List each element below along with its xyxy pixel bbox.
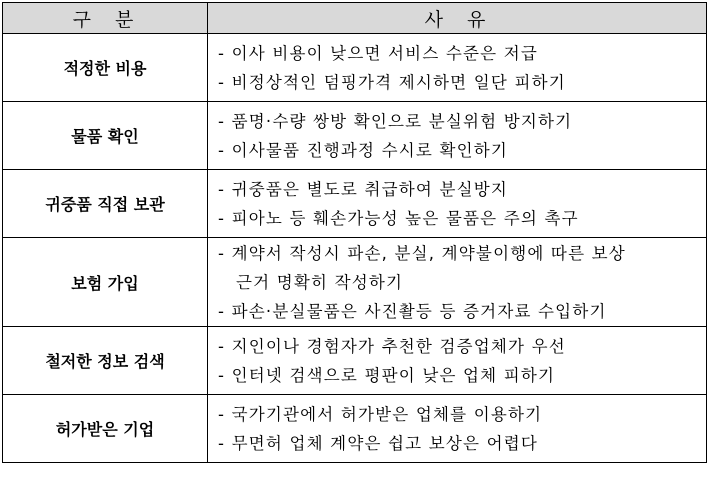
reason-line: - 무면허 업체 계약은 쉽고 보상은 어렵다 <box>218 433 539 453</box>
category-cell: 허가받은 기업 <box>3 395 208 463</box>
table-row <box>3 34 707 102</box>
reason-line: - 귀중품은 별도로 취급하여 분실방지 <box>218 179 509 199</box>
reason-line: - 품명·수량 쌍방 확인으로 분실위험 방지하기 <box>218 111 573 131</box>
reason-cell <box>208 238 707 327</box>
reason-line: - 이사 비용이 낮으면 서비스 수준은 저급 <box>218 43 539 63</box>
table-header-row <box>3 3 707 34</box>
reason-cell <box>208 34 707 102</box>
reason-line: - 이사물품 진행과정 수시로 확인하기 <box>218 140 509 160</box>
table-row <box>3 170 707 238</box>
reason-cell <box>208 395 707 463</box>
reason-line: - 비정상적인 덤핑가격 제시하면 일단 피하기 <box>218 72 566 92</box>
header-reason: 사 유 <box>208 3 707 34</box>
reason-line: - 파손·분실물품은 사진촬등 등 증거자료 수입하기 <box>218 301 607 321</box>
reason-cell <box>208 102 707 170</box>
reason-line: - 국가기관에서 허가받은 업체를 이용하기 <box>218 404 543 424</box>
reason-line: - 지인이나 경험자가 추천한 검증업체가 우선 <box>218 336 566 356</box>
table-row <box>3 238 707 327</box>
category-cell: 귀중품 직접 보관 <box>3 170 208 238</box>
reason-cell <box>208 327 707 395</box>
moving-tips-table <box>2 2 707 463</box>
table-row <box>3 395 707 463</box>
reason-line: - 피아노 등 훼손가능성 높은 물품은 주의 촉구 <box>218 208 579 228</box>
category-cell: 물품 확인 <box>3 102 208 170</box>
header-category: 구 분 <box>3 3 208 34</box>
reason-line: - 계약서 작성시 파손, 분실, 계약불이행에 따른 보상 <box>218 243 626 263</box>
reason-cell <box>208 170 707 238</box>
reason-line: - 인터넷 검색으로 평판이 낮은 업체 피하기 <box>218 365 556 385</box>
reason-line: 근거 명확히 작성하기 <box>236 272 404 292</box>
category-cell: 철저한 정보 검색 <box>3 327 208 395</box>
table-row <box>3 327 707 395</box>
category-cell: 적정한 비용 <box>3 34 208 102</box>
table-row <box>3 102 707 170</box>
category-cell: 보험 가입 <box>3 238 208 327</box>
